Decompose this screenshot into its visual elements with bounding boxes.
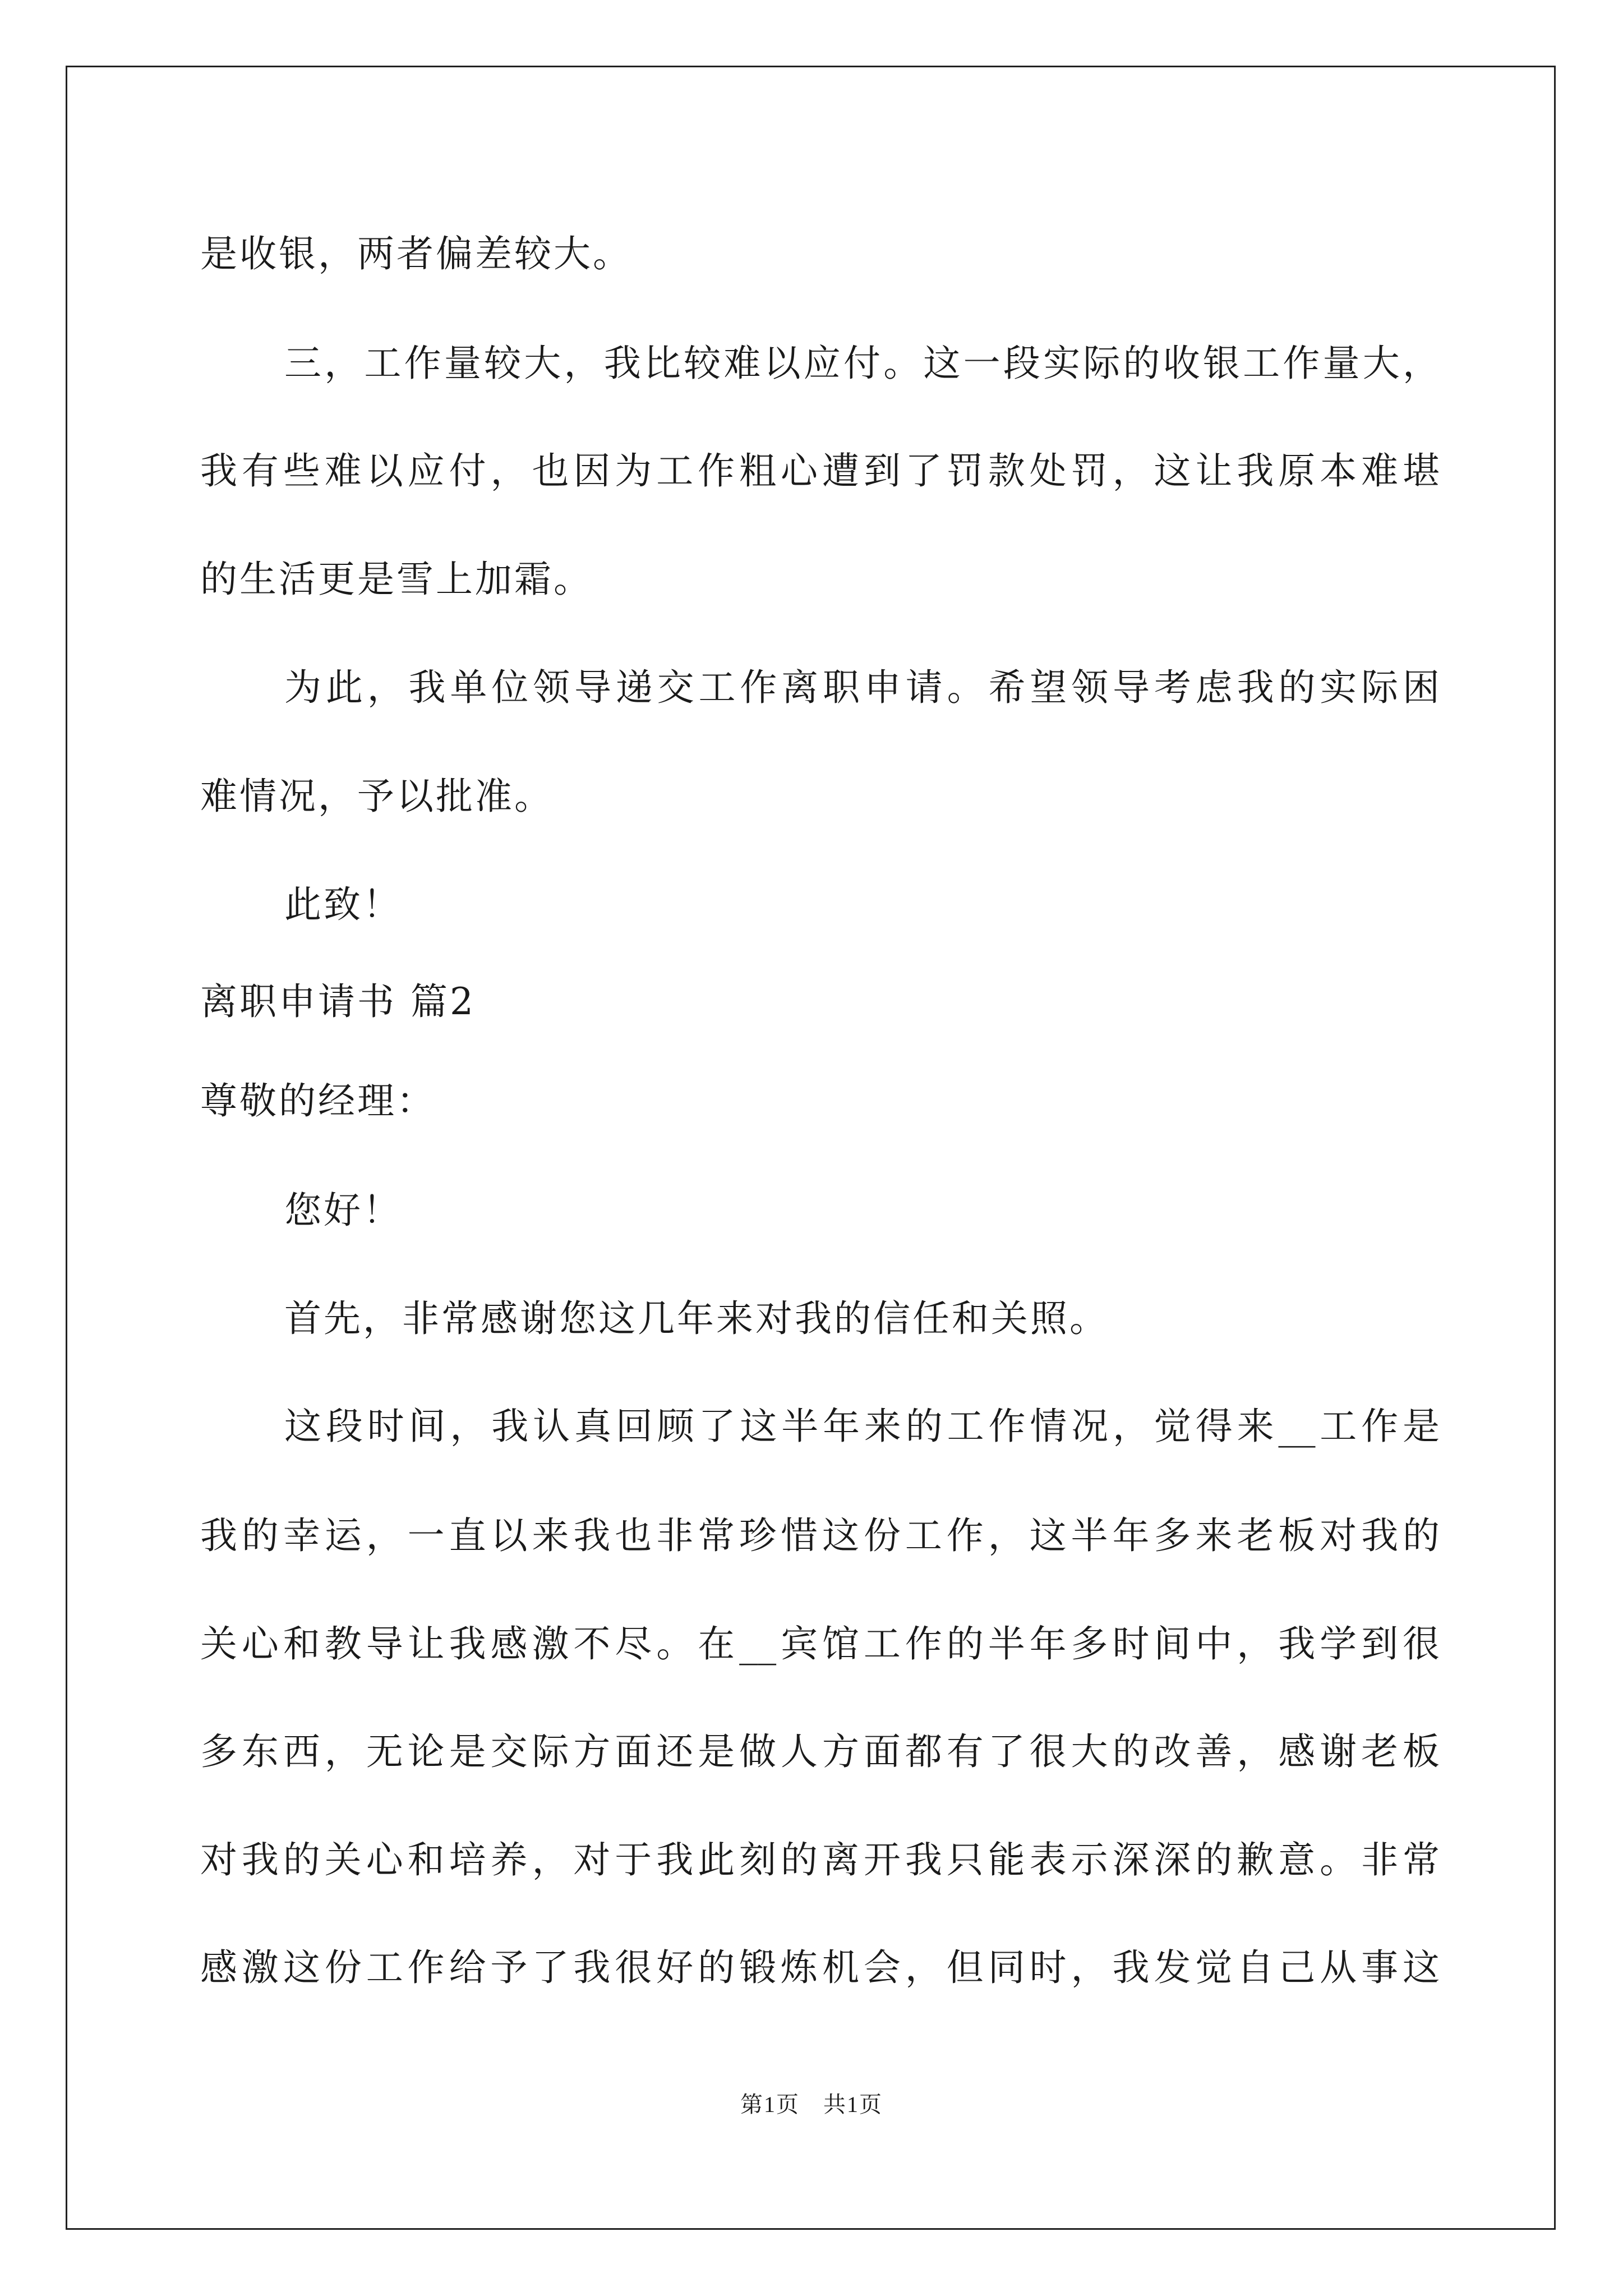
text-line-1: 是收银，两者偏差较大。 — [200, 232, 632, 275]
section-heading: 离职申请书 篇2 — [200, 980, 476, 1023]
page-border — [66, 66, 1556, 2230]
greeting: 您好！ — [284, 1189, 402, 1232]
text-line-3: 我有些难以应付，也因为工作粗心遭到了罚款处罚，这让我原本难堪 — [200, 449, 1440, 493]
text-line-13: 我的幸运，一直以来我也非常珍惜这份工作，这半年多来老板对我的 — [200, 1514, 1440, 1557]
text-line-16: 对我的关心和培养，对于我此刻的离开我只能表示深深的歉意。非常 — [200, 1838, 1440, 1881]
text-line-4: 的生活更是雪上加霜。 — [200, 558, 593, 601]
salutation: 尊敬的经理： — [200, 1079, 436, 1122]
text-line-7: 此致！ — [284, 883, 402, 926]
text-line-14: 关心和教导让我感激不尽。在__宾馆工作的半年多时间中，我学到很 — [200, 1622, 1440, 1665]
text-line-17: 感激这份工作给予了我很好的锻炼机会，但同时，我发觉自己从事这 — [200, 1946, 1440, 1989]
text-line-15: 多东西，无论是交际方面还是做人方面都有了很大的改善，感谢老板 — [200, 1730, 1440, 1773]
text-line-2: 三，工作量较大，我比较难以应付。这一段实际的收银工作量大， — [284, 342, 1440, 385]
text-line-5: 为此，我单位领导递交工作离职申请。希望领导考虑我的实际困 — [284, 666, 1440, 709]
text-line-11: 首先，非常感谢您这几年来对我的信任和关照。 — [284, 1297, 1109, 1340]
text-line-6: 难情况，予以批准。 — [200, 775, 554, 818]
page-number: 第1页 共1页 — [740, 2092, 883, 2117]
text-line-12: 这段时间，我认真回顾了这半年来的工作情况，觉得来__工作是 — [284, 1405, 1440, 1448]
